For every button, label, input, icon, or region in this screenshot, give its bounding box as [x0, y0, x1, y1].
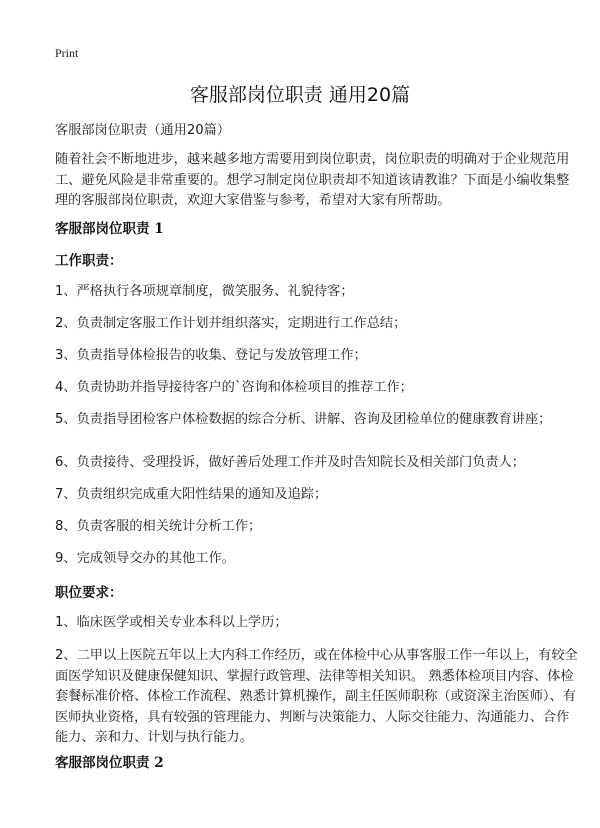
print-label: Print	[55, 46, 79, 60]
requirement-item: 2、二甲以上医院五年以上大内科工作经历，或在体检中心从事客服工作一年以上，有较全面医学知识及健康保健知识、掌握行政管理、法律等相关知识。 熟悉体检项目内容、体检套餐标准价格、体检工作流程、熟悉计算机操作，副主任医师职称（或资深主治医师）、有医师执业资格，具有较强的管理能力、判断与决策能力、人际交往能力、沟通能力、合作能力、亲和力、计划与执行能力。	[55, 648, 578, 745]
duty-item: 2、负责制定客服工作计划并组织落实，定期进行工作总结；	[55, 316, 407, 331]
intro-paragraph: 随着社会不断地进步，越来越多地方需要用到岗位职责，岗位职责的明确对于企业规范用工、避免风险是非常重要的。想学习制定岗位职责却不知道该请教谁？下面是小编收集整理的客服部岗位职责，欢迎大家借鉴与参考，希望对大家有所帮助。	[55, 152, 570, 208]
duty-item: 7、负责组织完成重大阳性结果的通知及追踪；	[55, 487, 328, 502]
document-subtitle: 客服部岗位职责（通用20篇）	[55, 123, 231, 138]
duty-item: 9、完成领导交办的其他工作。	[55, 551, 235, 566]
duty-item: 1、严格执行各项规章制度，微笑服务、礼貌待客；	[55, 284, 354, 299]
duties-heading: 工作职责：	[55, 253, 123, 269]
duty-item: 3、负责指导体检报告的收集、登记与发放管理工作；	[55, 348, 367, 363]
duty-item: 8、负责客服的相关统计分析工作；	[55, 519, 262, 534]
requirement-item: 1、临床医学或相关专业本科以上学历；	[55, 615, 288, 630]
requirements-heading: 职位要求：	[55, 585, 123, 601]
section-heading-1: 客服部岗位职责 1	[55, 221, 164, 237]
duty-item: 6、负责接待、受理投诉，做好善后处理工作并及时告知院长及相关部门负责人；	[55, 455, 525, 470]
duty-item: 5、负责指导团检客户体检数据的综合分析、讲解、咨询及团检单位的健康教育讲座；	[55, 412, 552, 427]
page-title: 客服部岗位职责 通用20篇	[189, 84, 411, 106]
section-heading-2: 客服部岗位职责 2	[55, 755, 164, 771]
duty-item: 4、负责协助并指导接待客户的`咨询和体检项目的推荐工作；	[55, 380, 413, 395]
